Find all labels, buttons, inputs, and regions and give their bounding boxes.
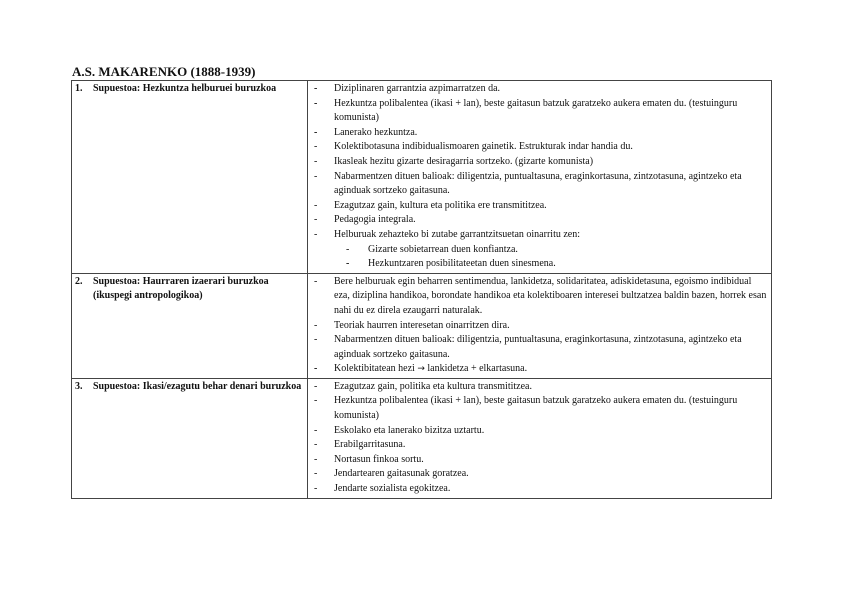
list-item-text-before-arrow: Kolektibitatean hezi xyxy=(334,363,415,375)
list-item xyxy=(311,438,767,453)
list-item xyxy=(311,424,767,439)
list-item-text: Ezagutzaz gain, politika eta kultura transmititzea. xyxy=(334,380,532,392)
row-heading-cell xyxy=(72,81,308,274)
list-item xyxy=(311,453,767,468)
row-content-cell xyxy=(308,378,772,498)
list-item-text: Pedagogia integrala. xyxy=(334,214,416,226)
row-heading-text: Supuestoa: Hezkuntza helburuei buruzkoa xyxy=(93,83,277,94)
list-item xyxy=(311,140,767,155)
list-item-text: Erabilgarritasuna. xyxy=(334,439,406,451)
list-item xyxy=(311,155,767,170)
dash-bullet: - xyxy=(314,334,318,346)
list-item xyxy=(311,126,767,141)
item-list xyxy=(311,82,767,272)
row-number: 3. xyxy=(75,380,83,392)
dash-bullet: - xyxy=(314,97,318,109)
list-item-text: Diziplinaren garrantzia azpimarratzen da. xyxy=(334,83,501,94)
list-item-text: Lanerako hezkuntza. xyxy=(334,126,418,138)
dash-bullet: - xyxy=(314,439,318,451)
list-item xyxy=(311,275,767,319)
list-item-text: Nabarmentzen dituen balioak: diligentzia, puntualtasuna, eraginkortasuna, zintzotasuna, agintzeko eta aginduak sortzeko gaitasuna. xyxy=(334,170,742,197)
dash-bullet: - xyxy=(314,126,318,138)
list-item-text: Kolektibotasuna indibidualismoaren gainetik. Estrukturak indar handia du. xyxy=(334,141,633,153)
row-number: 1. xyxy=(75,83,83,94)
sub-item-list xyxy=(334,243,767,272)
dash-bullet: - xyxy=(314,228,318,240)
dash-bullet: - xyxy=(314,199,318,211)
dash-bullet: - xyxy=(314,275,318,287)
dash-bullet: - xyxy=(314,468,318,480)
dash-bullet: - xyxy=(314,214,318,226)
list-item-text: Nabarmentzen dituen balioak: diligentzia, puntualtasuna, eraginkortasuna, zintzotasuna, agintzeko eta aginduak sortzeko gaitasuna. xyxy=(334,334,742,360)
dash-bullet: - xyxy=(314,141,318,153)
list-item-text: Jendartearen gaitasunak goratzea. xyxy=(334,468,469,480)
dash-bullet: - xyxy=(314,155,318,167)
list-item-text-after-arrow: lankidetza + elkartasuna. xyxy=(427,363,528,375)
row-heading xyxy=(75,82,303,97)
list-item-text: Helburuak zehazteko bi zutabe garrantzitsuetan oinarritu zen: xyxy=(334,228,580,240)
dash-bullet: - xyxy=(314,83,318,94)
row-heading xyxy=(75,275,303,304)
row-number: 2. xyxy=(75,275,83,287)
row-heading xyxy=(75,380,303,395)
dash-bullet: - xyxy=(346,258,350,270)
dash-bullet: - xyxy=(346,243,350,255)
list-item-text: Bere helburuak egin beharren sentimendua, lankidetza, solidaritatea, adiskidetasuna, egoismo indibidual eza, diziplina handikoa, borondate handikoa eta kolektiboaren interesei bultzatzea baldin bazen, horrek esan nahi du ez direla ezaugarri naturalak. xyxy=(334,275,767,316)
dash-bullet: - xyxy=(314,424,318,436)
row-heading-text: Supuestoa: Haurraren izaerari buruzkoa (ikuspegi antropologikoa) xyxy=(93,275,269,302)
dash-bullet: - xyxy=(314,170,318,182)
list-item-text: Teoriak haurren interesetan oinarritzen dira. xyxy=(334,319,510,331)
item-list xyxy=(311,275,767,377)
list-item-text: Ikasleak hezitu gizarte desiragarria sortzeko. (gizarte komunista) xyxy=(334,155,594,167)
sub-list-item-text: Gizarte sobietarrean duen konfiantza. xyxy=(368,243,518,255)
list-item-text: Jendarte sozialista egokitzea. xyxy=(334,483,451,495)
list-item xyxy=(311,213,767,228)
sub-list-item xyxy=(338,257,767,272)
row-heading-cell xyxy=(72,273,308,378)
makarenko-table xyxy=(71,80,772,499)
row-content-cell xyxy=(308,273,772,378)
list-item xyxy=(311,319,767,334)
list-item xyxy=(311,467,767,482)
list-item xyxy=(311,170,767,199)
right-arrow-icon: → xyxy=(417,364,425,375)
list-item xyxy=(311,228,767,272)
row-heading-text: Supuestoa: Ikasi/ezagutu behar denari buruzkoa xyxy=(93,380,302,392)
list-item xyxy=(311,362,767,377)
dash-bullet: - xyxy=(314,319,318,331)
list-item xyxy=(311,97,767,126)
list-item-text: Hezkuntza polibalentea (ikasi + lan), beste gaitasun batzuk garatzeko aukera ematen du. (testuinguru komunista) xyxy=(334,97,738,124)
list-item-text: Hezkuntza polibalentea (ikasi + lan), beste gaitasun batzuk garatzeko aukera ematen du. (testuinguru komunista) xyxy=(334,395,738,422)
dash-bullet: - xyxy=(314,380,318,392)
page-title: A.S. MAKARENKO (1888-1939) xyxy=(72,64,256,79)
dash-bullet: - xyxy=(314,453,318,465)
table-row xyxy=(72,378,772,498)
list-item-text: Eskolako eta lanerako bizitza uztartu. xyxy=(334,424,485,436)
sub-list-item xyxy=(338,243,767,258)
dash-bullet: - xyxy=(314,483,318,495)
list-item-text: Ezagutzaz gain, kultura eta politika ere transmititzea. xyxy=(334,199,547,211)
list-item xyxy=(311,82,767,97)
dash-bullet: - xyxy=(314,363,318,375)
item-list xyxy=(311,380,767,497)
dash-bullet: - xyxy=(314,395,318,407)
list-item xyxy=(311,333,767,362)
table-row xyxy=(72,81,772,274)
row-content-cell xyxy=(308,81,772,274)
list-item xyxy=(311,380,767,395)
list-item xyxy=(311,199,767,214)
list-item xyxy=(311,394,767,423)
list-item xyxy=(311,482,767,497)
row-heading-cell xyxy=(72,378,308,498)
table-row xyxy=(72,273,772,378)
sub-list-item-text: Hezkuntzaren posibilitateetan duen sinesmena. xyxy=(368,258,556,270)
list-item-text: Nortasun finkoa sortu. xyxy=(334,453,424,465)
